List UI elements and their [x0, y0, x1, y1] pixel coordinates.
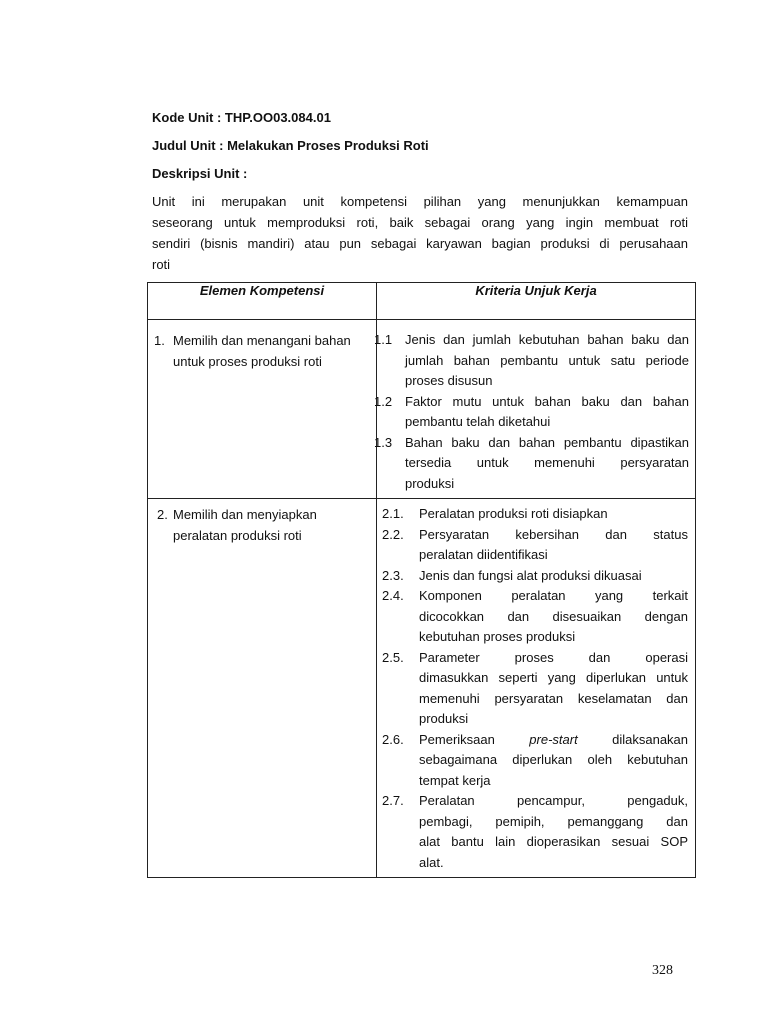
column-header-kriteria: Kriteria Unjuk Kerja [377, 283, 696, 320]
criteria-text-line: tersedia untuk memenuhi persyaratan [405, 455, 689, 470]
criteria-text-line: Jenis dan fungsi alat produksi dikuasai [419, 567, 642, 583]
list-item [382, 730, 688, 792]
criteria-text-line: alat. [419, 854, 444, 870]
list-item [382, 586, 688, 648]
criteria-text-line: produksi [419, 711, 469, 726]
criteria-text-line: produksi [405, 475, 455, 491]
criteria-text-line: Faktor mutu untuk bahan baku dan bahan [405, 393, 689, 409]
element-number: 2. [157, 507, 168, 522]
criteria-text-line: Bahan baku dan bahan pembantu dipastikan [405, 434, 689, 450]
table-row [148, 320, 696, 499]
description-line: sendiri (bisnis mandiri) atau pun sebagai karyawan bagian produksi di perusahaan [152, 236, 688, 251]
criteria-text-line: tempat kerja [419, 772, 491, 788]
criteria-number: 2.3. [382, 567, 404, 583]
description-line: roti [152, 257, 171, 272]
element-cell [148, 499, 377, 878]
criteria-text-segment: dilaksanakan [577, 731, 689, 747]
criteria-text-line: Peralatan pencampur, pengaduk, [419, 793, 688, 808]
list-item [374, 330, 689, 392]
criteria-text-line: Persyaratan kebersihan dan status [419, 526, 688, 542]
element-text-line: untuk proses produksi roti [173, 354, 322, 369]
criteria-text-line: Jenis dan jumlah kebutuhan bahan baku dan [405, 332, 689, 347]
criteria-text-line: proses disusun [405, 373, 493, 388]
criteria-number: 2.4. [382, 588, 404, 603]
unit-description [152, 191, 688, 275]
element-number: 1. [154, 333, 165, 348]
unit-description-label: Deskripsi Unit : [152, 166, 248, 181]
criteria-number: 2.2. [382, 526, 404, 542]
criteria-text-line: jumlah bahan pembantu untuk satu periode [405, 352, 689, 368]
criteria-text-line: Parameter proses dan operasi [419, 649, 688, 665]
criteria-text-segment: Pemeriksaan [419, 731, 530, 747]
criteria-number: 1.3 [374, 434, 393, 450]
list-item [374, 392, 689, 433]
description-line: seseorang untuk memproduksi roti, baik sebagai orang yang ingin membuat roti [152, 215, 688, 230]
criteria-number: 2.7. [382, 793, 404, 808]
list-item [382, 566, 688, 587]
criteria-text-line: Komponen peralatan yang terkait [419, 588, 688, 603]
description-line: Unit ini merupakan unit kompetensi pilihan yang menunjukkan kemampuan [152, 194, 688, 209]
criteria-text-line-rich [419, 730, 688, 751]
criteria-number: 1.2 [374, 393, 393, 409]
list-item [382, 648, 688, 730]
page-number: 328 [652, 963, 673, 978]
criteria-text-line: peralatan diidentifikasi [419, 547, 548, 562]
criteria-number: 2.6. [382, 731, 404, 747]
criteria-cell [374, 320, 696, 499]
criteria-text-line: sebagaimana diperlukan oleh kebutuhan [419, 752, 688, 767]
criteria-text-line: kebutuhan proses produksi [419, 629, 576, 644]
table-header-row [148, 283, 696, 320]
list-item [382, 791, 688, 873]
table-row [148, 499, 696, 878]
unit-title: Judul Unit : Melakukan Proses Produksi Roti [152, 138, 429, 153]
criteria-text-line: Peralatan produksi roti disiapkan [419, 506, 608, 521]
list-item [374, 433, 689, 495]
criteria-text-line: dicocokkan dan disesuaikan dengan [419, 608, 688, 624]
list-item [382, 525, 688, 566]
criteria-text-line: pembagi, pemipih, pemanggang dan [419, 813, 688, 829]
criteria-cell [377, 499, 696, 878]
list-item [382, 504, 688, 525]
competency-table [147, 282, 696, 878]
criteria-number: 1.1 [374, 332, 393, 347]
criteria-text-line: memenuhi persyaratan keselamatan dan [419, 690, 688, 706]
element-text-line: Memilih dan menangani bahan [173, 333, 351, 348]
criteria-number: 2.5. [382, 649, 404, 665]
criteria-text-line: pembantu telah diketahui [405, 414, 551, 429]
unit-code: Kode Unit : THP.OO03.084.01 [152, 110, 331, 125]
criteria-text-line: dimasukkan seperti yang diperlukan untuk [419, 670, 688, 685]
element-text-line: peralatan produksi roti [173, 528, 302, 543]
column-header-elemen: Elemen Kompetensi [148, 283, 377, 320]
element-cell [148, 320, 377, 499]
criteria-number: 2.1. [382, 506, 404, 521]
criteria-text-line: alat bantu lain dioperasikan sesuai SOP [419, 834, 688, 849]
criteria-text-italic: pre-start [529, 731, 578, 747]
element-text-line: Memilih dan menyiapkan [173, 507, 317, 522]
